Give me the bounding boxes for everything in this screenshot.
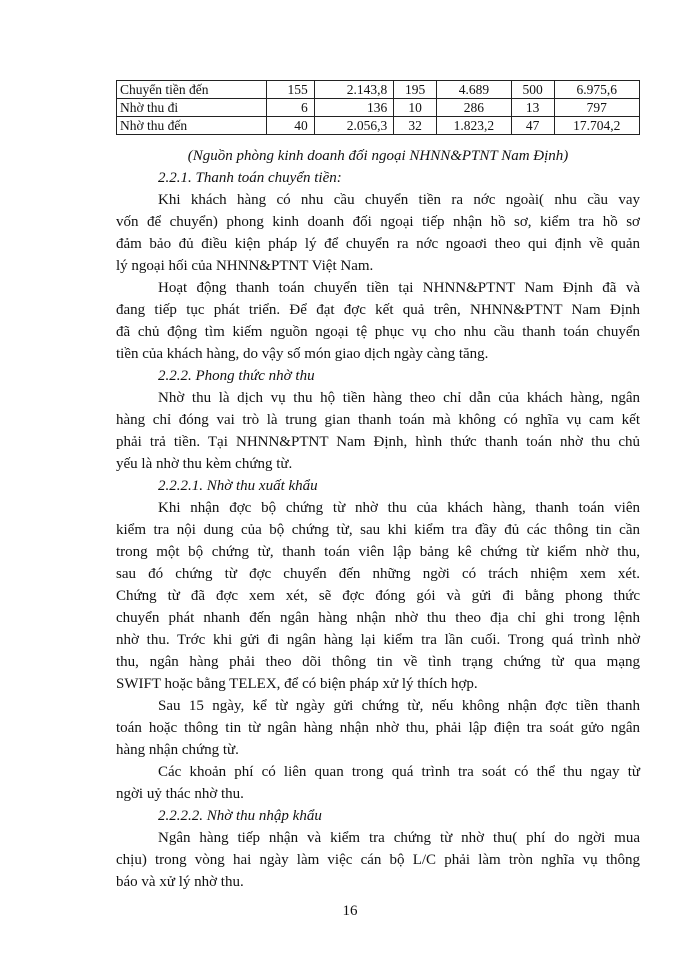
- subsection-heading: 2.2.2.2. Nhờ thu nhập khẩu: [158, 808, 322, 824]
- paragraph-line: Khi nhận đợc bộ chứng từ nhờ thu của khách hàng, thanh toán viên: [158, 500, 640, 516]
- table-cell: 1.823,2: [437, 117, 512, 135]
- table-cell: 195: [394, 81, 437, 99]
- paragraph-line: hàng nhận chứng từ.: [116, 742, 239, 758]
- table-source-note: (Nguồn phòng kinh doanh đối ngoại NHNN&PTNT Nam Định): [187, 148, 569, 164]
- paragraph-line: chịu) trong vòng hai ngày làm việc cán bộ L/C phải làm tròn nghĩa vụ thông: [116, 852, 640, 868]
- table-cell: 136: [314, 99, 393, 117]
- table-row: [117, 117, 640, 135]
- paragraph-line: toán hoặc thông tin từ ngân hàng nhận nhờ thu, phải lập điện tra soát gửo ngân: [116, 720, 640, 736]
- paragraph-line: báo và xử lý nhờ thu.: [116, 874, 244, 890]
- statistics-table: [116, 80, 640, 135]
- paragraph-line: đảm bảo đủ điều kiện pháp lý để chuyển ra nớc ngoaơi theo qui định về quản: [116, 236, 640, 252]
- paragraph-line: ngời uỷ thác nhờ thu.: [116, 786, 244, 802]
- paragraph-line: đã chủ động tìm kiếm nguồn ngoại tệ phục vụ cho nhu cầu thanh toán chuyển: [116, 324, 640, 340]
- paragraph-line: Hoạt động thanh toán chuyển tiền tại NHNN&PTNT Nam Định đã và: [158, 280, 640, 296]
- paragraph-line: trong một bộ chứng từ, thanh toán viên lập bảng kê chứng từ kiểm nhờ thu,: [116, 544, 640, 560]
- paragraph-line: Sau 15 ngày, kể từ ngày gửi chứng từ, nếu không nhận đợc tiền thanh: [158, 698, 640, 714]
- table-cell: 40: [267, 117, 315, 135]
- section-heading: 2.2.1. Thanh toán chuyển tiền:: [158, 170, 342, 186]
- paragraph-line: Chứng từ đã đợc xem xét, sẽ đợc đóng gói và gửi đi bằng phong thức: [116, 588, 640, 604]
- table-cell: 6.975,6: [554, 81, 639, 99]
- paragraph-line: thu, ngân hàng phải theo dõi thông tin về tình trạng chứng từ qua mạng: [116, 654, 640, 670]
- table-cell: 17.704,2: [554, 117, 639, 135]
- paragraph-line: hàng chỉ đóng vai trò là trung gian thanh toán mà không có nghĩa vụ cam kết: [116, 412, 640, 428]
- table-cell: 2.056,3: [314, 117, 393, 135]
- table-cell: 286: [437, 99, 512, 117]
- table-cell: 32: [394, 117, 437, 135]
- row-label: Chuyển tiền đến: [117, 81, 267, 99]
- section-heading: 2.2.2. Phong thức nhờ thu: [158, 368, 315, 384]
- paragraph-line: Các khoản phí có liên quan trong quá trình tra soát có thể thu ngay từ: [158, 764, 640, 780]
- paragraph-line: SWIFT hoặc bằng TELEX, để có biện pháp xử lý thích hợp.: [116, 676, 478, 692]
- paragraph-line: Ngân hàng tiếp nhận và kiểm tra chứng từ nhờ thu( phí do ngời mua: [158, 830, 640, 846]
- paragraph-line: yếu là nhờ thu kèm chứng từ.: [116, 456, 293, 472]
- table-row: [117, 81, 640, 99]
- table-cell: 155: [267, 81, 315, 99]
- table-cell: 797: [554, 99, 639, 117]
- table-cell: 500: [511, 81, 554, 99]
- paragraph-line: nhờ thu. Trớc khi gửi đi ngân hàng lại kiểm tra lần cuối. Trong quá trình nhờ: [116, 632, 640, 648]
- table-cell: 47: [511, 117, 554, 135]
- table-cell: 13: [511, 99, 554, 117]
- page-number: 16: [342, 903, 358, 919]
- paragraph-line: đang tiếp tục phát triển. Để đạt đợc kết quả trên, NHNN&PTNT Nam Định: [116, 302, 640, 318]
- row-label: Nhờ thu đến: [117, 117, 267, 135]
- paragraph-line: chuyển phát nhanh đến ngân hàng nhận nhờ thu theo địa chỉ ghi trong lệnh: [116, 610, 640, 626]
- subsection-heading: 2.2.2.1. Nhờ thu xuất khẩu: [158, 478, 318, 494]
- table-row: [117, 99, 640, 117]
- table-cell: 2.143,8: [314, 81, 393, 99]
- table-cell: 6: [267, 99, 315, 117]
- paragraph-line: kiểm tra nội dung của bộ chứng từ, sau khi kiểm tra đầy đủ các thông tin cần: [116, 522, 640, 538]
- table-cell: 10: [394, 99, 437, 117]
- paragraph-line: phải trả tiền. Tại NHNN&PTNT Nam Định, hình thức thanh toán nhờ thu chủ: [116, 434, 640, 450]
- paragraph-line: lý ngoại hối của NHNN&PTNT Việt Nam.: [116, 258, 374, 274]
- paragraph-line: Khi khách hàng có nhu cầu chuyển tiền ra nớc ngoài( nhu cầu vay: [158, 192, 640, 208]
- paragraph-line: vốn để chuyển) phong kinh doanh đối ngoại tiếp nhận hồ sơ, kiểm tra hồ sơ: [116, 214, 640, 230]
- paragraph-line: tiền của khách hàng, do vậy số món giao dịch ngày càng tăng.: [116, 346, 489, 362]
- paragraph-line: sau đó chứng từ đợc chuyển đến những ngời có trách nhiệm xem xét.: [116, 566, 640, 582]
- table-cell: 4.689: [437, 81, 512, 99]
- row-label: Nhờ thu đi: [117, 99, 267, 117]
- paragraph-line: Nhờ thu là dịch vụ thu hộ tiền hàng theo chỉ dẫn của khách hàng, ngân: [158, 390, 640, 406]
